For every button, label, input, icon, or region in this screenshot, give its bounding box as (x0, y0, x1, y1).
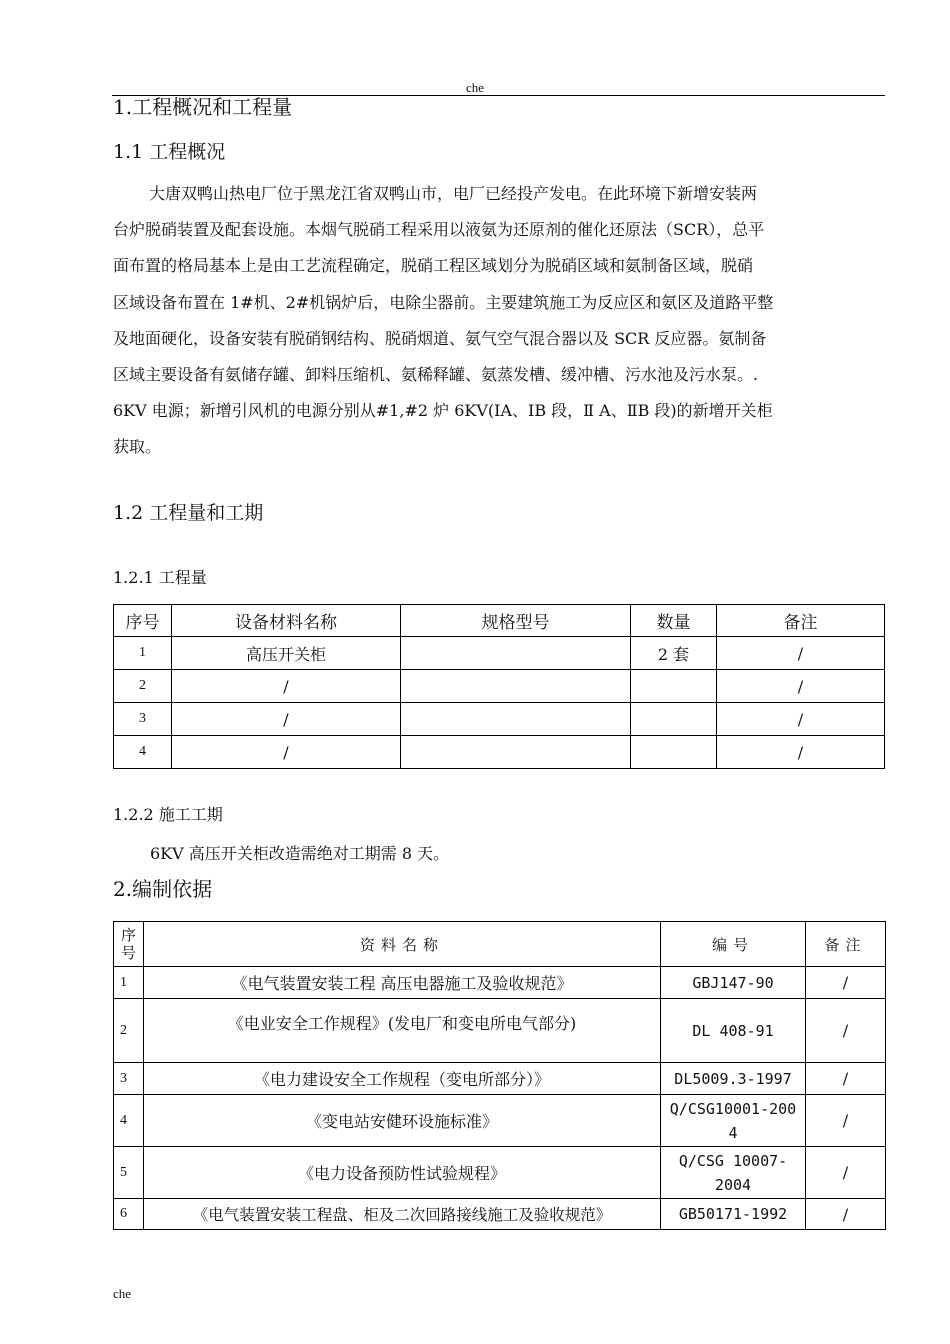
cell-doc-name: 《变电站安健环设施标准》 (144, 1095, 661, 1147)
paragraph-line: 区域主要设备有氨储存罐、卸料压缩机、氨稀释罐、氨蒸发槽、缓冲槽、污水池及污水泵。. (113, 365, 759, 385)
cell-remark: / (806, 999, 886, 1063)
page-header: che (465, 80, 485, 95)
cell-code-text: Q/CSG 10007-2004 (678, 1151, 788, 1194)
cell-code: DL5009.3-1997 (661, 1063, 806, 1095)
cell-index: 6 (114, 1199, 144, 1230)
cell-remark: / (717, 703, 885, 736)
cell-remark: / (806, 967, 886, 999)
section-1-title: 1.工程概况和工程量 (113, 95, 293, 119)
cell-remark: / (717, 670, 885, 703)
col-header-remark: 备注 (806, 922, 886, 967)
schedule-text: 6KV 高压开关柜改造需绝对工期需 8 天。 (150, 844, 450, 863)
table-row (114, 1063, 886, 1095)
cell-code: GBJ147-90 (661, 967, 806, 999)
table-row (114, 736, 885, 769)
cell-remark: / (806, 1095, 886, 1147)
cell-index: 4 (114, 736, 172, 769)
cell-remark: / (717, 637, 885, 670)
table-row (114, 1199, 886, 1230)
cell-index: 5 (114, 1147, 144, 1199)
section-1-2-2-title: 1.2.2 施工工期 (113, 805, 223, 824)
section-1-1-title: 1.1 工程概况 (113, 141, 226, 163)
cell-remark: / (806, 1199, 886, 1230)
table-row (114, 967, 886, 999)
paragraph-line: 大唐双鸭山热电厂位于黑龙江省双鸭山市，电厂已经投产发电。在此环境下新增安装两 (149, 184, 758, 203)
cell-code (661, 1147, 806, 1199)
cell-doc-name: 《电力设备预防性试验规程》 (144, 1147, 661, 1199)
cell-index: 2 (114, 670, 172, 703)
table-row (114, 637, 885, 670)
paragraph-line: 面布置的格局基本上是由工艺流程确定，脱硝工程区域划分为脱硝区域和氨制备区域，脱硝 (113, 256, 754, 276)
paragraph-line: 获取。 (113, 437, 162, 457)
cell-spec (401, 637, 631, 670)
section-1-2-title: 1.2 工程量和工期 (113, 502, 264, 524)
section-1-2-1-title: 1.2.1 工程量 (113, 568, 207, 587)
cell-doc-name: 《电业安全工作规程》(发电厂和变电所电气部分) (144, 999, 661, 1063)
cell-qty (631, 670, 717, 703)
cell-name: / (172, 670, 401, 703)
paragraph-line: 区域设备布置在 1#机、2#机锅炉后，电除尘器前。主要建筑施工为反应区和氨区及道路平整 (113, 292, 774, 312)
table-row (114, 703, 885, 736)
cell-spec (401, 703, 631, 736)
table-header-row (114, 922, 886, 967)
cell-qty (631, 703, 717, 736)
cell-index: 3 (114, 1063, 144, 1095)
col-header-index: 序号 (114, 605, 172, 637)
paragraph-line: 6KV 电源；新增引风机的电源分别从#1,#2 炉 6KV(ⅠA、ⅠB 段，Ⅱ A、ⅡB 段)的新增开关柜 (113, 401, 773, 421)
table-row (114, 1147, 886, 1199)
col-header-name: 设备材料名称 (172, 605, 401, 637)
cell-name: 高压开关柜 (172, 637, 401, 670)
col-header-code: 编号 (661, 922, 806, 967)
cell-index: 4 (114, 1095, 144, 1147)
cell-remark: / (806, 1147, 886, 1199)
cell-code (661, 1095, 806, 1147)
cell-index: 1 (114, 637, 172, 670)
cell-code: DL 408-91 (661, 999, 806, 1063)
paragraph-line: 及地面硬化，设备安装有脱硝钢结构、脱硝烟道、氨气空气混合器以及 SCR 反应器。氨制备 (113, 328, 767, 348)
cell-qty: 2 套 (631, 637, 717, 670)
cell-remark: / (717, 736, 885, 769)
table-header-row (114, 605, 885, 637)
paragraph-line: 台炉脱硝装置及配套设施。本烟气脱硝工程采用以液氨为还原剂的催化还原法（SCR），总平 (113, 220, 765, 240)
section-2-title: 2.编制依据 (113, 877, 213, 901)
cell-index: 2 (114, 999, 144, 1063)
cell-name: / (172, 736, 401, 769)
col-header-spec: 规格型号 (401, 605, 631, 637)
col-header-remark: 备注 (717, 605, 885, 637)
table-row (114, 999, 886, 1063)
cell-doc-name: 《电气装置安装工程 高压电器施工及验收规范》 (144, 967, 661, 999)
table-row (114, 670, 885, 703)
cell-code-text: Q/CSG10001-2004 (669, 1099, 797, 1142)
reference-table (113, 921, 886, 1230)
table-row (114, 1095, 886, 1147)
cell-index: 1 (114, 967, 144, 999)
col-header-index (114, 922, 144, 967)
col-header-doc-name: 资料名称 (144, 922, 661, 967)
overview-paragraph (113, 176, 885, 466)
cell-remark: / (806, 1063, 886, 1095)
cell-spec (401, 736, 631, 769)
quantity-table (113, 604, 885, 769)
cell-code: GB50171-1992 (661, 1199, 806, 1230)
cell-doc-name: 《电力建设安全工作规程（变电所部分）》 (144, 1063, 661, 1095)
cell-qty (631, 736, 717, 769)
cell-spec (401, 670, 631, 703)
col-header-index-text: 序号 (120, 926, 136, 962)
cell-index: 3 (114, 703, 172, 736)
cell-doc-name: 《电气装置安装工程盘、柜及二次回路接线施工及验收规范》 (144, 1199, 661, 1230)
cell-name: / (172, 703, 401, 736)
col-header-qty: 数量 (631, 605, 717, 637)
page-footer: che (113, 1286, 132, 1301)
